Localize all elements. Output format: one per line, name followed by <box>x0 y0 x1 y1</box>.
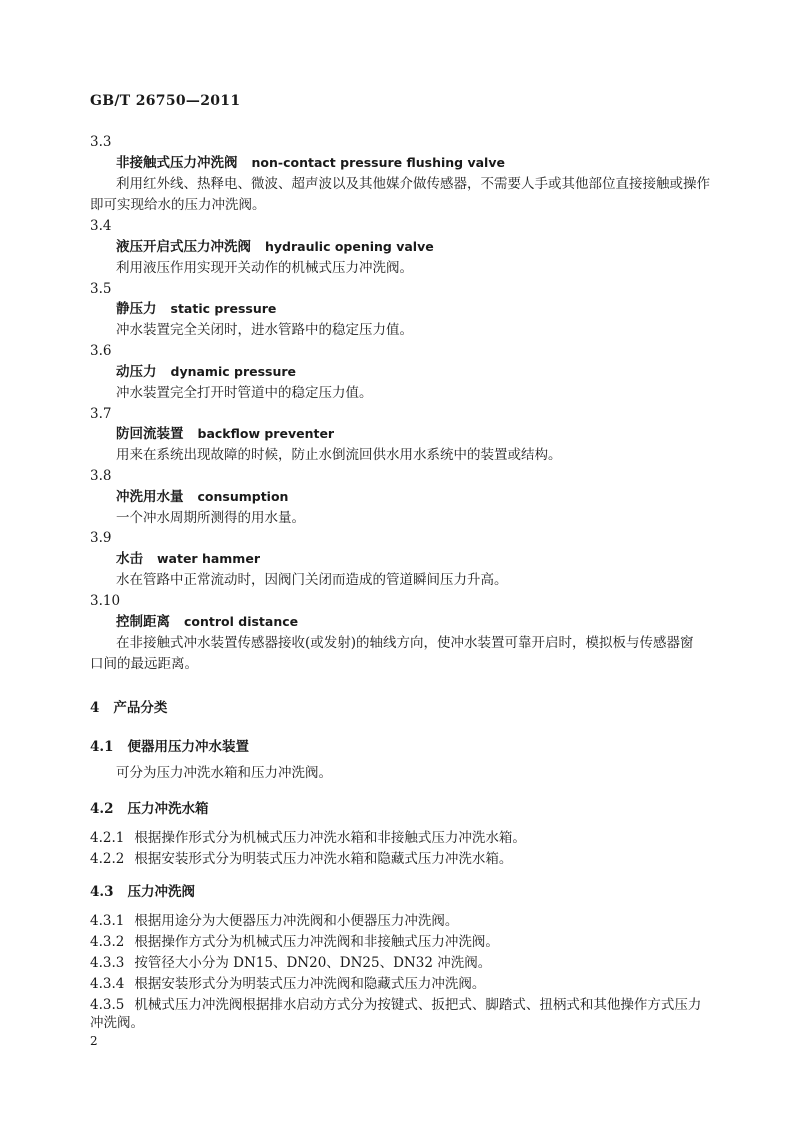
term-definition: 在非接触式冲水装置传感器接收(或发射)的轴线方向，使冲水装置可靠开启时，模拟板与传感器窗 <box>116 635 694 651</box>
term-number: 3.3 <box>90 134 112 150</box>
clause-item: 4.3.1 根据用途分为大便器压力冲洗阀和小便器压力冲洗阀。 <box>90 913 459 929</box>
term-title: 液压开启式压力冲洗阀 hydraulic opening valve <box>116 239 434 255</box>
clause-item: 4.2.2 根据安装形式分为明装式压力冲洗水箱和隐藏式压力冲洗水箱。 <box>90 851 513 867</box>
clause-item-continued: 冲洗阀。 <box>90 1015 144 1031</box>
subsection-text: 可分为压力冲洗水箱和压力冲洗阀。 <box>116 765 332 781</box>
term-definition: 冲水装置完全关闭时，进水管路中的稳定压力值。 <box>116 322 413 338</box>
term-title: 动压力 dynamic pressure <box>116 364 297 380</box>
section-heading: 4 产品分类 <box>90 700 168 716</box>
term-number: 3.10 <box>90 593 121 609</box>
term-number: 3.7 <box>90 406 112 422</box>
subsection-heading: 4.2 压力冲洗水箱 <box>90 801 209 817</box>
term-definition-continued: 口间的最远距离。 <box>90 656 198 672</box>
term-title: 冲洗用水量 consumption <box>116 489 289 505</box>
term-definition: 水在管路中正常流动时，因阀门关闭而造成的管道瞬间压力升高。 <box>116 572 508 588</box>
subsection-heading: 4.3 压力冲洗阀 <box>90 884 195 900</box>
term-number: 3.8 <box>90 468 112 484</box>
clause-item: 4.3.5 机械式压力冲洗阀根据排水启动方式分为按键式、扳把式、脚踏式、扭柄式和其他操作方式压力 <box>90 997 702 1013</box>
clause-item: 4.3.2 根据操作方式分为机械式压力冲洗阀和非接触式压力冲洗阀。 <box>90 934 499 950</box>
term-title: 非接触式压力冲洗阀 non-contact pressure flushing valve <box>116 155 505 171</box>
clause-item: 4.3.4 根据安装形式分为明装式压力冲洗阀和隐藏式压力冲洗阀。 <box>90 976 486 992</box>
term-title: 防回流装置 backflow preventer <box>116 426 335 442</box>
term-definition: 冲水装置完全打开时管道中的稳定压力值。 <box>116 385 373 401</box>
term-definition-continued: 即可实现给水的压力冲洗阀。 <box>90 197 266 213</box>
term-title: 控制距离 control distance <box>116 614 299 630</box>
page-number: 2 <box>90 1034 98 1048</box>
term-definition: 一个冲水周期所测得的用水量。 <box>116 510 305 526</box>
term-definition: 用来在系统出现故障的时候，防止水倒流回供水用水系统中的装置或结构。 <box>116 447 562 463</box>
term-number: 3.9 <box>90 530 112 546</box>
term-title: 水击 water hammer <box>116 551 260 567</box>
term-number: 3.4 <box>90 218 112 234</box>
subsection-heading: 4.1 便器用压力冲水装置 <box>90 739 249 755</box>
term-number: 3.5 <box>90 281 112 297</box>
term-definition: 利用液压作用实现开关动作的机械式压力冲洗阀。 <box>116 260 413 276</box>
term-definition: 利用红外线、热释电、微波、超声波以及其他媒介做传感器，不需要人手或其他部位直接接触或操作 <box>116 176 710 192</box>
clause-item: 4.2.1 根据操作形式分为机械式压力冲洗水箱和非接触式压力冲洗水箱。 <box>90 830 526 846</box>
standard-code-header: GB/T 26750—2011 <box>90 93 241 109</box>
clause-item: 4.3.3 按管径大小分为 DN15、DN20、DN25、DN32 冲洗阀。 <box>90 955 492 971</box>
term-number: 3.6 <box>90 343 112 359</box>
term-title: 静压力 static pressure <box>116 301 277 317</box>
